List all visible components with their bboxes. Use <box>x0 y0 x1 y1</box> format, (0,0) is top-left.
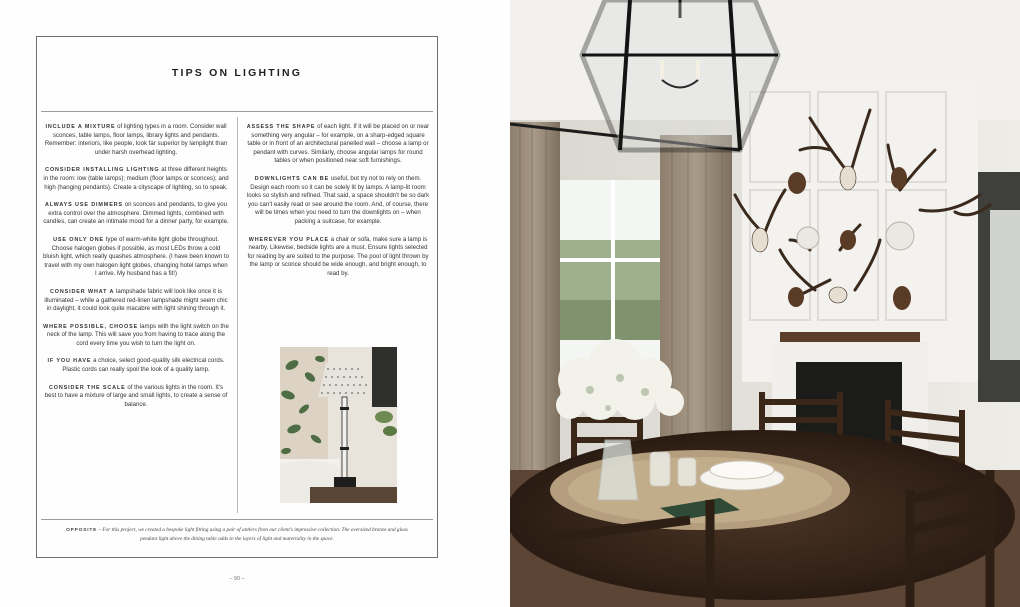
tip-lead: INCLUDE A MIXTURE <box>45 124 116 130</box>
tip-paragraph <box>43 357 229 374</box>
tips-column-left <box>43 123 229 418</box>
caption-lead: OPPOSITE <box>66 528 98 533</box>
tip-lead: WHERE POSSIBLE, CHOOSE <box>43 323 139 330</box>
tip-text: a choice, select good-quality silk electrical cords. Plastic cords can really spoil the look of a quality lamp. <box>62 357 225 374</box>
dining-room-illustration <box>510 0 1020 607</box>
tip-paragraph <box>43 123 229 157</box>
page-title: TIPS ON LIGHTING <box>171 67 303 79</box>
column-divider <box>237 117 238 513</box>
tip-lead: ALWAYS USE DIMMERS <box>44 202 123 209</box>
tip-paragraph <box>43 288 229 314</box>
tip-text: useful, but try not to rely on them. Design each room so it can be solely lit by lamps. A lamp-lit room looks so stylish and refined. That said, a space shouldn't be so dark you can't easily read or see around the room. And, of course, there will be times when you need to turn the downlights on – when packing a suitcase, for example. <box>246 174 430 225</box>
tip-paragraph <box>43 236 229 279</box>
tip-paragraph <box>43 384 229 410</box>
tip-text: of the various lights in the room. It's best to have a mixture of large and small lights, to create a sense of balance. <box>44 383 228 408</box>
tip-paragraph <box>245 123 431 166</box>
tip-lead: USE ONLY ONE <box>53 236 105 243</box>
tip-lead: WHEREVER YOU PLACE <box>248 236 329 243</box>
tip-paragraph <box>43 323 229 349</box>
tip-text: lampshade fabric will look like once it is illuminated – while a gathered red-linen lampshade might seem chic in daylight, it could look quite macabre with light shining through it. <box>44 287 228 313</box>
tip-lead: CONSIDER WHAT A <box>49 288 115 295</box>
tip-paragraph <box>245 236 431 279</box>
tip-lead: ASSESS THE SHAPE <box>246 124 316 130</box>
caption-text: – For this project, we created a bespoke light fitting using a pair of antlers from our client's impressive collection. The oversized bronze and glass pendant light above the dining table adds to the layers of light and materiality in the space. <box>97 527 408 543</box>
dining-room-photo <box>510 0 1020 607</box>
tip-lead: IF YOU HAVE <box>47 358 92 365</box>
top-rule <box>41 111 433 112</box>
tip-text: a chair or sofa, make sure a lamp is nearby. Likewise, bedside lights are a must. Ensure lights selected for reading by are suited to the purpose. The pool of light thrown by the lamp or sconce should be wide enough, and bright enough, to read by. <box>247 235 429 277</box>
tip-text: on sconces and pendants, to give you extra control over the atmosphere. Dimmed lights, combined with candles, can create an intimate mood for a dinner party, for example. <box>43 201 229 226</box>
tip-paragraph <box>43 201 229 227</box>
tip-lead: DOWNLIGHTS CAN BE <box>254 175 330 182</box>
bottom-rule <box>41 519 433 520</box>
tips-column-right <box>245 123 431 288</box>
tip-paragraph <box>43 166 229 192</box>
tip-text: of each light. If it will be placed on or near something very angular – for example, on a sharp-edged square table or in front of an architectural panelled wall – choose a lamp or pendant with curves. Similarly, choose angular lamps for round tables or when positioned near soft furnishings. <box>247 123 430 165</box>
tip-lead: CONSIDER THE SCALE <box>48 384 126 391</box>
lamp-photo <box>280 347 397 503</box>
lamp-photo-illustration <box>280 347 397 503</box>
content-frame <box>36 36 438 558</box>
photo-caption <box>57 526 417 543</box>
tip-text: of lighting types in a room. Consider wall sconces, table lamps, floor lamps, library lights and pendants. Remember: interiors, like people, look far superior by lamplight than under harsh overhead lighting. <box>44 123 228 156</box>
tip-text: type of warm-white light globe throughout. Choose halogen globes if possible, as most LEDs throw a cold bluish light, which really quashes atmosphere. (I have been known to travel with my own halogen light globes, changing hotel lamps when I arrive. My husband has a fit!) <box>43 235 229 278</box>
tip-text: lamps with the light switch on the neck of the lamp. This will save you from having to trace along the cord every time you wish to turn the light on. <box>46 322 229 347</box>
tip-lead: CONSIDER INSTALLING LIGHTING <box>45 167 160 174</box>
page-number: – 90 – <box>229 576 245 582</box>
tip-paragraph <box>245 175 431 227</box>
tip-text: at three different heights in the room: low (table lamps); medium (floor lamps or sconces); and high (hanging pendants). Create a cityscape of lighting, so to speak. <box>43 166 229 191</box>
